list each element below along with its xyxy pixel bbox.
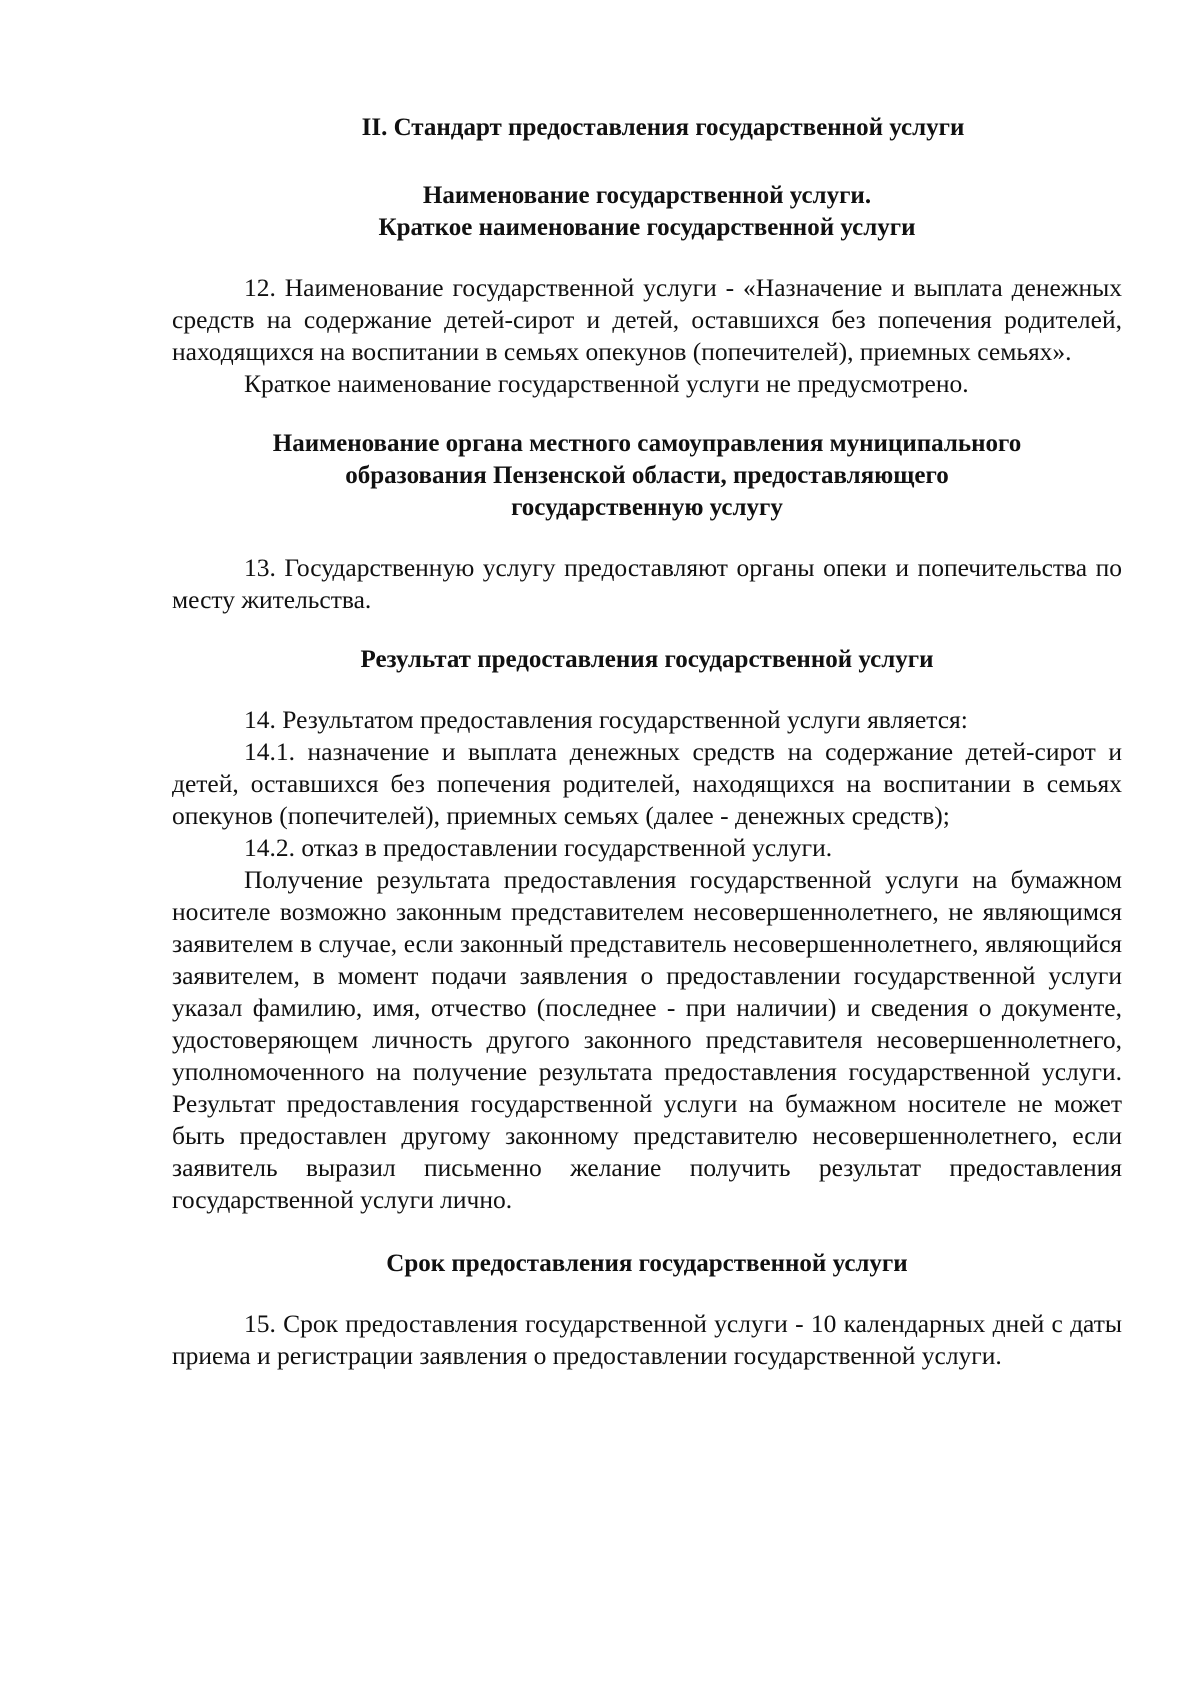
paragraph-12: 12. Наименование государственной услуги - «Назначение и выплата денежных средств на содержание детей-сирот и детей, оставшихся без попечения родителей, находящихся на воспитании в семьях опекунов (попечителей), приемных семьях». [172,273,1122,366]
heading-line: Краткое наименование государственной услуги [378,214,916,241]
heading-line: Наименование государственной услуги. [422,182,872,209]
document-page [172,112,1122,1372]
paragraph-paper-result: Получение результата предоставления государственной услуги на бумажном носителе возможно законным представителем несовершеннолетнего, не являющимся заявителем в случае, если законный представитель несовершеннолетнего, являющийся заявителем, в момент подачи заявления о предоставлении государственной услуги указал фамилию, имя, отчество (последнее - при наличии) и сведения о документе, удостоверяющем личность другого законного представителя несовершеннолетнего, уполномоченного на получение результата предоставления государственной услуги. Результат предоставления государственной услуги на бумажном носителе не может быть предоставлен другому законному представителю несовершеннолетнего, если заявитель выразил письменно желание получить результат предоставления государственной услуги лично. [172,865,1122,1214]
paragraph-15: 15. Срок предоставления государственной услуги - 10 календарных дней с даты приема и регистрации заявления о предоставлении государственной услуги. [172,1309,1122,1370]
heading-result: Результат предоставления государственной услуги [360,646,934,673]
heading-organ [172,428,1122,524]
heading-line: образования Пензенской области, предоставляющего [345,462,949,489]
heading-service-name [172,180,1122,244]
paragraph-14-1: 14.1. назначение и выплата денежных средств на содержание детей-сирот и детей, оставшихся без попечения родителей, находящихся на воспитании в семьях опекунов (попечителей), приемных семьях (далее - денежных средств); [172,737,1122,830]
heading-line: Наименование органа местного самоуправления муниципального [272,430,1022,457]
paragraph-13: 13. Государственную услугу предоставляют органы опеки и попечительства по месту жительства. [172,553,1122,614]
paragraph-short-name: Краткое наименование государственной услуги не предусмотрено. [244,369,969,398]
heading-line: государственную услугу [511,494,783,521]
paragraph-14-2: 14.2. отказ в предоставлении государственной услуги. [244,833,833,862]
section-title: II. Стандарт предоставления государственной услуги [361,114,965,141]
paragraph-14-intro: 14. Результатом предоставления государственной услуги является: [244,705,968,734]
heading-term: Срок предоставления государственной услуги [386,1250,908,1277]
